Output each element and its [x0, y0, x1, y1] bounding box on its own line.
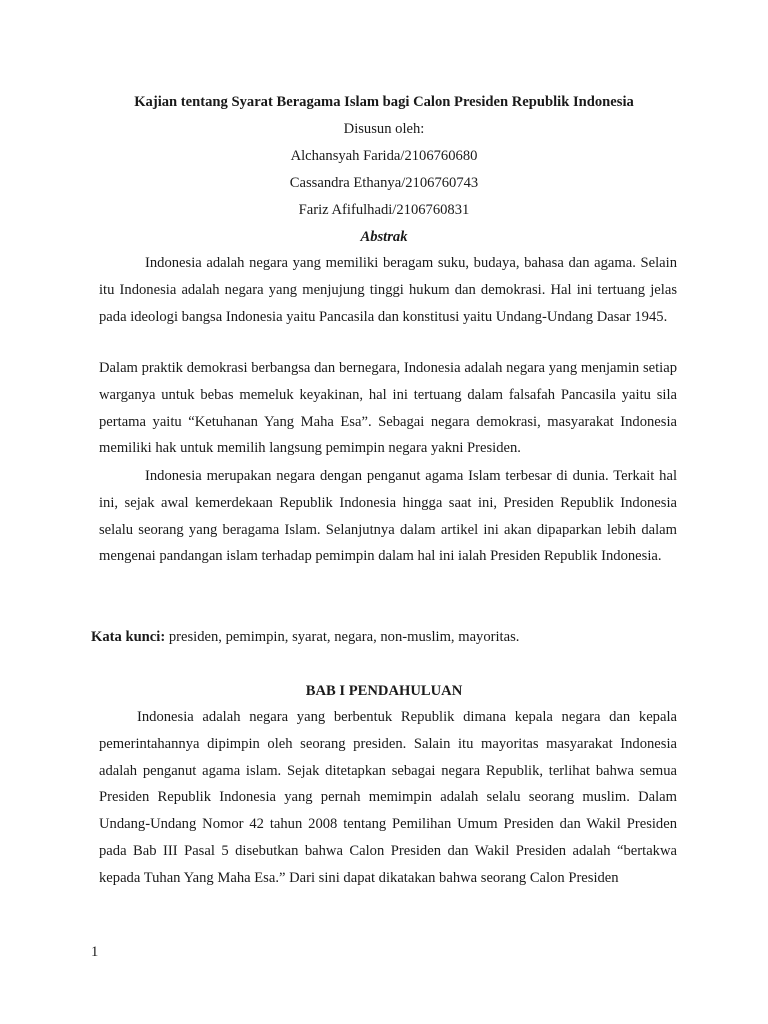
abstract-paragraph: Indonesia merupakan negara dengan penganut agama Islam terbesar di dunia. Terkait hal ini, sejak awal kemerdekaan Republik Indonesia hingga saat ini, Presiden Republik Indonesia selalu seorang yang beragama Islam. Selanjutnya dalam artikel ini akan dipaparkan lebih dalam mengenai pandangan islam terhadap pemimpin dalam hal ini ialah Presiden Republik Indonesia. [99, 468, 677, 565]
keywords-label: Kata kunci: [91, 629, 166, 645]
abstract-paragraph: Indonesia adalah negara yang memiliki beragam suku, budaya, bahasa dan agama. Selain itu Indonesia adalah negara yang menjujung tinggi hukum dan demokrasi. Hal ini tertuang jelas pada ideologi bangsa Indonesia yaitu Pancasila dan konstitusi yaitu Undang-Undang Dasar 1945. [99, 255, 677, 325]
chapter-heading: BAB I PENDAHULUAN [305, 683, 463, 699]
page-number: 1 [91, 944, 99, 960]
abstract-heading: Abstrak [360, 229, 408, 245]
abstract-paragraph: Dalam praktik demokrasi berbangsa dan bernegara, Indonesia adalah negara yang menjamin setiap warganya untuk bebas memeluk keyakinan, hal ini tertuang dalam falsafah Pancasila yaitu sila pertama yaitu “Ketuhanan Yang Maha Esa”. Sebagai negara demokrasi, masyarakat Indonesia memiliki hak untuk memilih langsung pemimpin negara yakni Presiden. [99, 360, 677, 457]
compiled-by-label: Disusun oleh: [343, 121, 425, 137]
chapter-paragraph: Indonesia adalah negara yang berbentuk Republik dimana kepala negara dan kepala pemerintahannya dipimpin oleh seorang presiden. Salain itu mayoritas masyarakat Indonesia adalah penganut agama islam. Sejak ditetapkan sebagai negara Republik, terlihat bahwa semua Presiden Republik Indonesia yang pernah memimpin adalah selalu seorang muslim. Dalam Undang-Undang Nomor 42 tahun 2008 tentang Pemilihan Umum Presiden dan Wakil Presiden pada Bab III Pasal 5 disebutkan bahwa Calon Presiden dan Wakil Presiden adalah “bertakwa kepada Tuhan Yang Maha Esa.” Dari sini dapat dikatakan bahwa seorang Calon Presiden [99, 709, 677, 886]
keywords-text: presiden, pemimpin, syarat, negara, non-muslim, mayoritas. [165, 629, 520, 645]
author-line: Fariz Afifulhadi/2106760831 [298, 202, 470, 218]
keywords-line [91, 627, 691, 647]
author-line: Alchansyah Farida/2106760680 [290, 148, 478, 164]
author-line: Cassandra Ethanya/2106760743 [289, 175, 479, 191]
document-title: Kajian tentang Syarat Beragama Islam bagi Calon Presiden Republik Indonesia [134, 94, 634, 110]
